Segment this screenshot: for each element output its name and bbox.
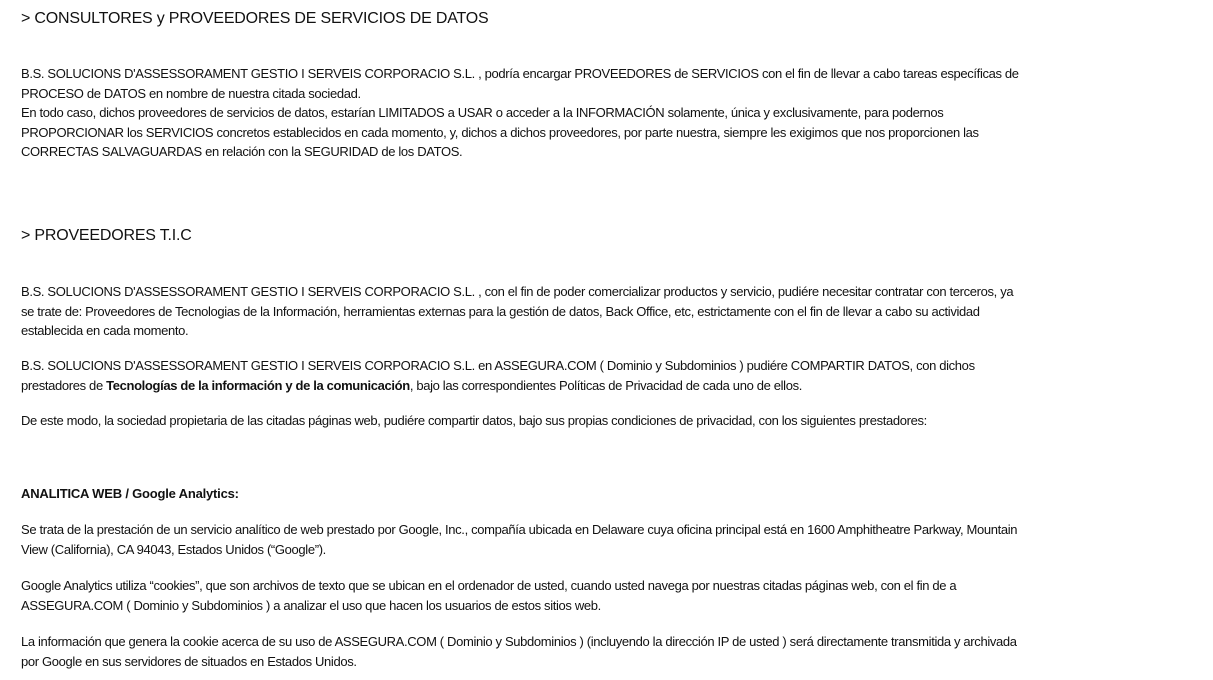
bold-term: Tecnologías de la información y de la comunicación [106,377,410,393]
text-segment: prestadores de [21,377,107,393]
paragraph-analytics-1 [21,520,1171,559]
heading-proveedores-tic: > PROVEEDORES T.I.C [21,227,192,244]
text-line: La información que genera la cookie acerca de su uso de ASSEGURA.COM ( Dominio y Subdominios ) (incluyendo la dirección IP de usted ) será directamente transmitida y archivada [21,634,1017,649]
text-line: PROPORCIONAR los SERVICIOS concretos establecidos en cada momento, y, dichos a dichos proveedores, por parte nuestra, siempre les exigimos que nos proporcionen las [21,124,979,140]
text-line: establecida en cada momento. [21,323,189,338]
text-line [21,376,1171,396]
text-line: se trate de: Proveedores de Tecnologias de la Información, herramientas externas para la gestión de datos, Back Office, etc, estrictamente con el fin de llevar a cabo su actividad [21,303,980,319]
paragraph-analytics-3 [21,632,1171,671]
text-line: PROCESO de DATOS en nombre de nuestra citada sociedad. [21,85,361,101]
text-line: De este modo, la sociedad propietaria de las citadas páginas web, pudiére compartir datos, bajo sus propias condiciones de privacidad, con los siguientes prestadores: [21,413,927,428]
text-line: View (California), CA 94043, Estados Unidos (“Google”). [21,541,326,557]
text-segment: , bajo las correspondientes Políticas de Privacidad de cada uno de ellos. [409,377,802,393]
text-line: por Google en sus servidores de situados en Estados Unidos. [21,653,357,669]
text-line: ASSEGURA.COM ( Dominio y Subdominios ) a analizar el uso que hacen los usuarios de estos sitios web. [21,597,601,613]
paragraph-tic-2 [21,356,1171,395]
heading-consultores: > CONSULTORES y PROVEEDORES DE SERVICIOS DE DATOS [21,10,489,27]
paragraph-tic-1 [21,282,1171,341]
paragraph-consultores [21,64,1171,162]
text-line: Se trata de la prestación de un servicio analítico de web prestado por Google, Inc., compañía ubicada en Delaware cuya oficina principal está en 1600 Amphitheatre Parkway, Mountain [21,522,1018,537]
text-line: Google Analytics utiliza “cookies”, que son archivos de texto que se ubican en el ordenador de usted, cuando usted navega por nuestras citadas páginas web, con el fin de a [21,578,957,593]
heading-analitica-web: ANALITICA WEB / Google Analytics: [21,486,239,501]
paragraph-tic-3 [21,411,1171,431]
paragraph-analytics-2 [21,576,1171,615]
text-line: B.S. SOLUCIONS D'ASSESSORAMENT GESTIO I SERVEIS CORPORACIO S.L. , podría encargar PROVEEDORES de SERVICIOS con el fin de llevar a cabo tareas específicas de [21,66,1019,81]
text-line: En todo caso, dichos proveedores de servicios de datos, estarían LIMITADOS a USAR o acceder a la INFORMACIÓN solamente, única y exclusivamente, para podernos [21,105,944,120]
text-line: B.S. SOLUCIONS D'ASSESSORAMENT GESTIO I SERVEIS CORPORACIO S.L. , con el fin de poder comercializar productos y servicio, pudiére necesitar contratar con terceros, ya [21,284,1014,299]
text-line: B.S. SOLUCIONS D'ASSESSORAMENT GESTIO I SERVEIS CORPORACIO S.L. en ASSEGURA.COM ( Dominio y Subdominios ) pudiére COMPARTIR DATOS, con dichos [21,358,975,373]
text-line: CORRECTAS SALVAGUARDAS en relación con la SEGURIDAD de los DATOS. [21,144,463,159]
